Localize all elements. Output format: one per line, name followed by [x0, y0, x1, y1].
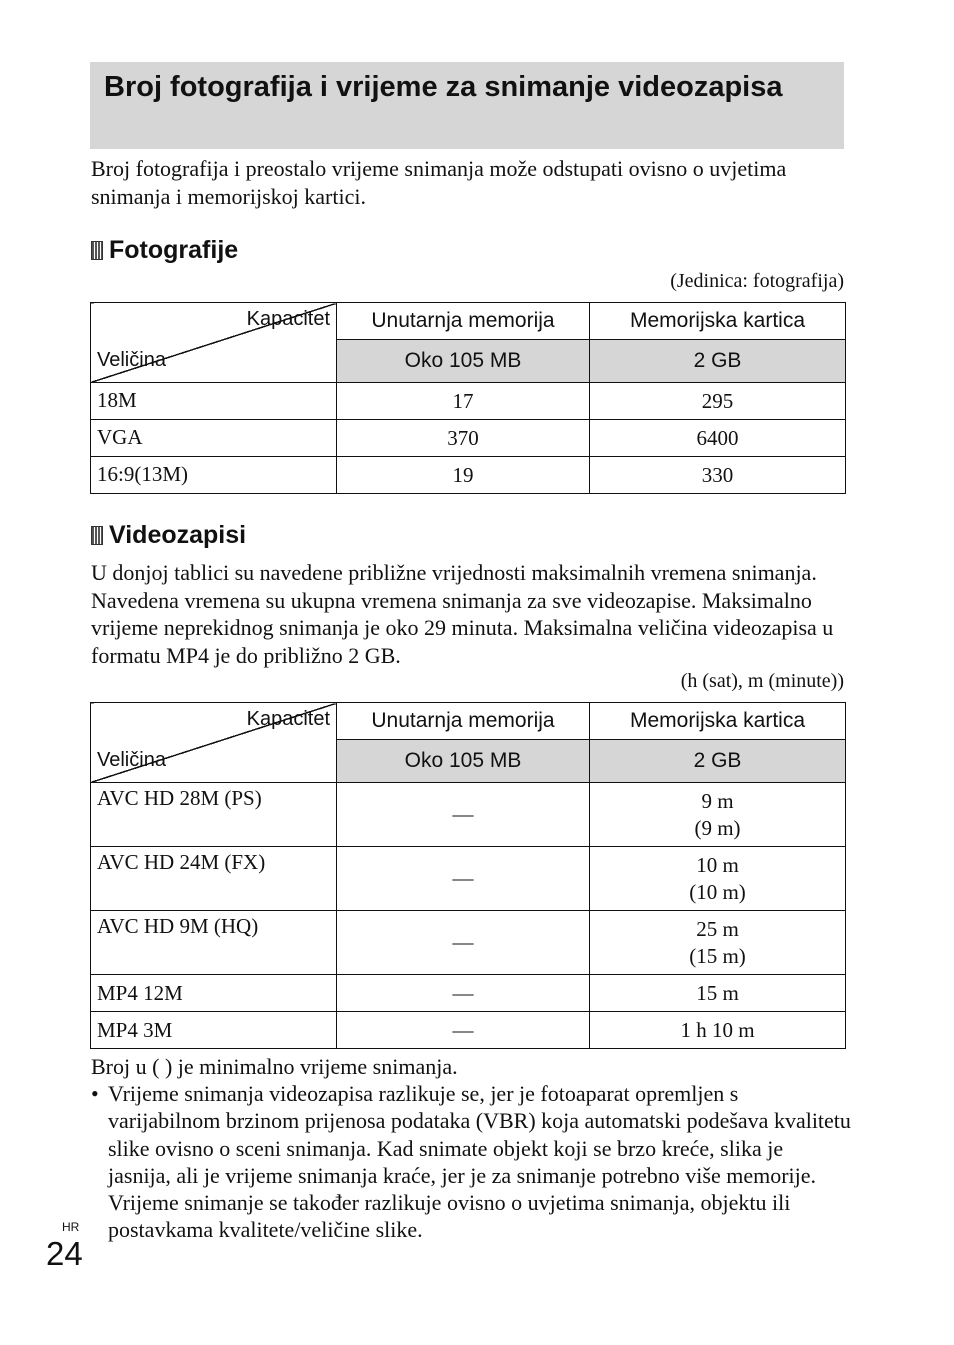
- videos-description: U donjoj tablici su navedene približne vrijednosti maksimalnih vremena snimanja. Navedena vremena su ukupna vremena snimanja za sve videozapise. Maksimalno vrijeme neprekidnog snimanja je oko 29 minuta. Maksimalna veličina videozapisa u formatu MP4 je do približno 2 GB.: [91, 560, 834, 668]
- cell-card: 330: [590, 457, 846, 494]
- col-subheader-card: 2 GB: [590, 740, 846, 783]
- list-item: [91, 1080, 851, 1189]
- card-time: 10 m: [696, 852, 739, 877]
- intro-paragraph: Broj fotografija i preostalo vrijeme snimanja može odstupati ovisno o uvjetima snimanja i memorijskoj kartici.: [91, 156, 787, 209]
- corner-size-label: Veličina: [97, 749, 166, 771]
- table-row: [91, 783, 846, 847]
- videos-heading: [91, 520, 246, 550]
- page-language: HR: [62, 1220, 80, 1234]
- row-label: AVC HD 24M (FX): [91, 847, 337, 911]
- corner-size-label: Veličina: [97, 349, 166, 371]
- card-time-min: (9 m): [694, 815, 741, 840]
- cell-internal: —: [337, 847, 590, 911]
- bullet-icon: •: [91, 1081, 99, 1106]
- col-subheader-internal: Oko 105 MB: [337, 340, 590, 383]
- col-header-card: Memorijska kartica: [590, 303, 846, 340]
- page-title: Broj fotografija i vrijeme za snimanje videozapisa: [104, 71, 783, 103]
- note-vbr-2: Vrijeme snimanje se također razlikuje ovisno o uvjetima snimanja, objektu ili postavkama kvalitete/veličine slike.: [108, 1190, 791, 1243]
- photos-table: [90, 302, 846, 494]
- row-label: 16:9(13M): [91, 457, 337, 494]
- note-vbr: Vrijeme snimanja videozapisa razlikuje se, jer je fotoaparat opremljen s varijabilnom brzinom prijenosa podataka (VBR) koja automatski podešava kvalitetu slike ovisno o sceni snimanja. Kad snimate objekt koji se brzo kreće, slika je jasnija, ali je vrijeme snimanja kraće, jer je za snimanje potrebno više memorije.: [108, 1081, 851, 1188]
- col-subheader-internal: Oko 105 MB: [337, 740, 590, 783]
- cell-internal: 370: [337, 420, 590, 457]
- photos-heading-text: Fotografije: [109, 236, 239, 264]
- photos-heading: [91, 235, 238, 265]
- row-label: MP4 12M: [91, 975, 337, 1012]
- photos-corner-cell: [91, 303, 337, 383]
- cell-card: 295: [590, 383, 846, 420]
- table-row: [91, 457, 846, 494]
- col-header-internal: Unutarnja memorija: [337, 303, 590, 340]
- table-row: [91, 420, 846, 457]
- table-row: [91, 383, 846, 420]
- row-label: MP4 3M: [91, 1012, 337, 1049]
- cell-card: 1 h 10 m: [590, 1012, 846, 1049]
- cell-internal: 17: [337, 383, 590, 420]
- cell-card: [590, 847, 846, 911]
- corner-capacity-label: Kapacitet: [246, 308, 330, 330]
- cell-internal: —: [337, 911, 590, 975]
- notes-list: [91, 1080, 851, 1244]
- col-header-internal: Unutarnja memorija: [337, 703, 590, 740]
- col-header-card: Memorijska kartica: [590, 703, 846, 740]
- cell-internal: 19: [337, 457, 590, 494]
- cell-internal: —: [337, 975, 590, 1012]
- row-label: 18M: [91, 383, 337, 420]
- section-marker-icon: [91, 526, 103, 545]
- section-marker-icon: [91, 241, 103, 260]
- cell-card: 6400: [590, 420, 846, 457]
- card-time: 25 m: [696, 916, 739, 941]
- table-row: [91, 911, 846, 975]
- videos-unit: (h (sat), m (minute)): [680, 670, 844, 692]
- card-time-min: (10 m): [689, 879, 746, 904]
- row-label: AVC HD 28M (PS): [91, 783, 337, 847]
- table-row: [91, 975, 846, 1012]
- card-time: 9 m: [701, 788, 734, 813]
- col-subheader-card: 2 GB: [590, 340, 846, 383]
- list-item: [91, 1189, 851, 1244]
- table-row: [91, 847, 846, 911]
- title-bar: [90, 62, 844, 149]
- cell-internal: —: [337, 1012, 590, 1049]
- videos-heading-text: Videozapisi: [109, 521, 247, 549]
- card-time-min: (15 m): [689, 943, 746, 968]
- corner-capacity-label: Kapacitet: [246, 708, 330, 730]
- videos-corner-cell: [91, 703, 337, 783]
- table-row: [91, 1012, 846, 1049]
- page-number: 24: [46, 1235, 83, 1272]
- cell-card: [590, 911, 846, 975]
- row-label: AVC HD 9M (HQ): [91, 911, 337, 975]
- cell-internal: —: [337, 783, 590, 847]
- note-minimum: Broj u ( ) je minimalno vrijeme snimanja.: [91, 1054, 458, 1079]
- videos-table: [90, 702, 846, 1049]
- row-label: VGA: [91, 420, 337, 457]
- photos-unit: (Jedinica: fotografija): [670, 270, 844, 292]
- cell-card: [590, 783, 846, 847]
- cell-card: 15 m: [590, 975, 846, 1012]
